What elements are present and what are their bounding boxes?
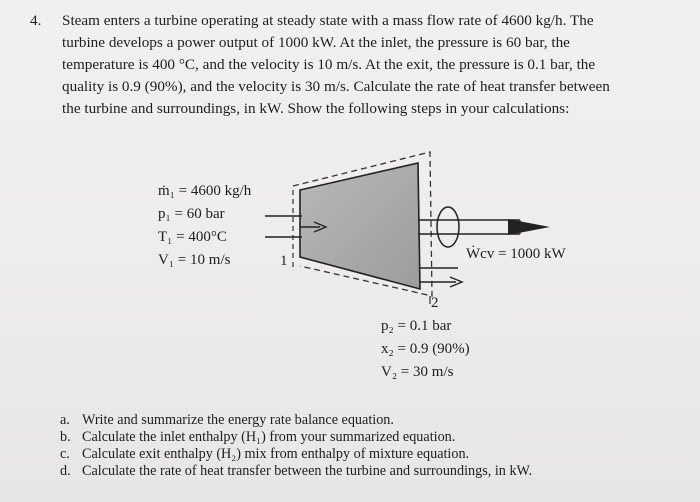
step-text: Write and summarize the energy rate balance equation.	[82, 412, 394, 428]
power-label: Ẇcv = 1000 kW	[466, 246, 566, 262]
problem-line: quality is 0.9 (90%), and the velocity is 30 m/s. Calculate the rate of heat transfer between	[62, 78, 610, 95]
problem-line: Steam enters a turbine operating at steady state with a mass flow rate of 4600 kg/h. The	[62, 12, 594, 29]
step-label: b.	[60, 429, 71, 445]
step-label: a.	[60, 412, 70, 428]
exit-flow-arrow	[420, 277, 462, 287]
list-item	[60, 429, 680, 446]
problem-number: 4.	[30, 12, 42, 29]
list-item	[60, 463, 680, 480]
problem-line: turbine develops a power output of 1000 kW. At the inlet, the pressure is 60 bar, the	[62, 34, 570, 51]
problem-line: temperature is 400 °C, and the velocity is 10 m/s. At the exit, the pressure is 0.1 bar, the	[62, 56, 596, 73]
inlet-state-label: 1	[280, 253, 288, 269]
list-item	[60, 446, 680, 463]
step-text: Calculate exit enthalpy (H₂) mix from enthalpy of mixture equation.	[82, 446, 470, 462]
exit-pressure: p₂ = 0.1 bar	[381, 318, 452, 334]
list-item	[60, 412, 680, 429]
inlet-mass-flow: ṁ₁ = 4600 kg/h	[158, 183, 252, 199]
step-text: Calculate the rate of heat transfer between the turbine and surroundings, in kW.	[82, 463, 533, 479]
inlet-velocity: V₁ = 10 m/s	[158, 252, 231, 268]
exit-velocity: V₂ = 30 m/s	[381, 364, 454, 380]
step-text: Calculate the inlet enthalpy (H₁) from your summarized equation.	[82, 429, 456, 445]
step-list	[60, 412, 680, 480]
exit-quality: x₂ = 0.9 (90%)	[381, 341, 470, 357]
exit-state-label: 2	[431, 295, 439, 311]
inlet-pressure: p₁ = 60 bar	[158, 206, 225, 222]
problem-line: the turbine and surroundings, in kW. Show the following steps in your calculations:	[62, 100, 570, 117]
step-label: d.	[60, 463, 71, 479]
step-label: c.	[60, 446, 70, 462]
inlet-temperature: T₁ = 400°C	[158, 229, 227, 245]
shaft-collar	[437, 207, 459, 247]
power-arrow	[508, 219, 550, 235]
